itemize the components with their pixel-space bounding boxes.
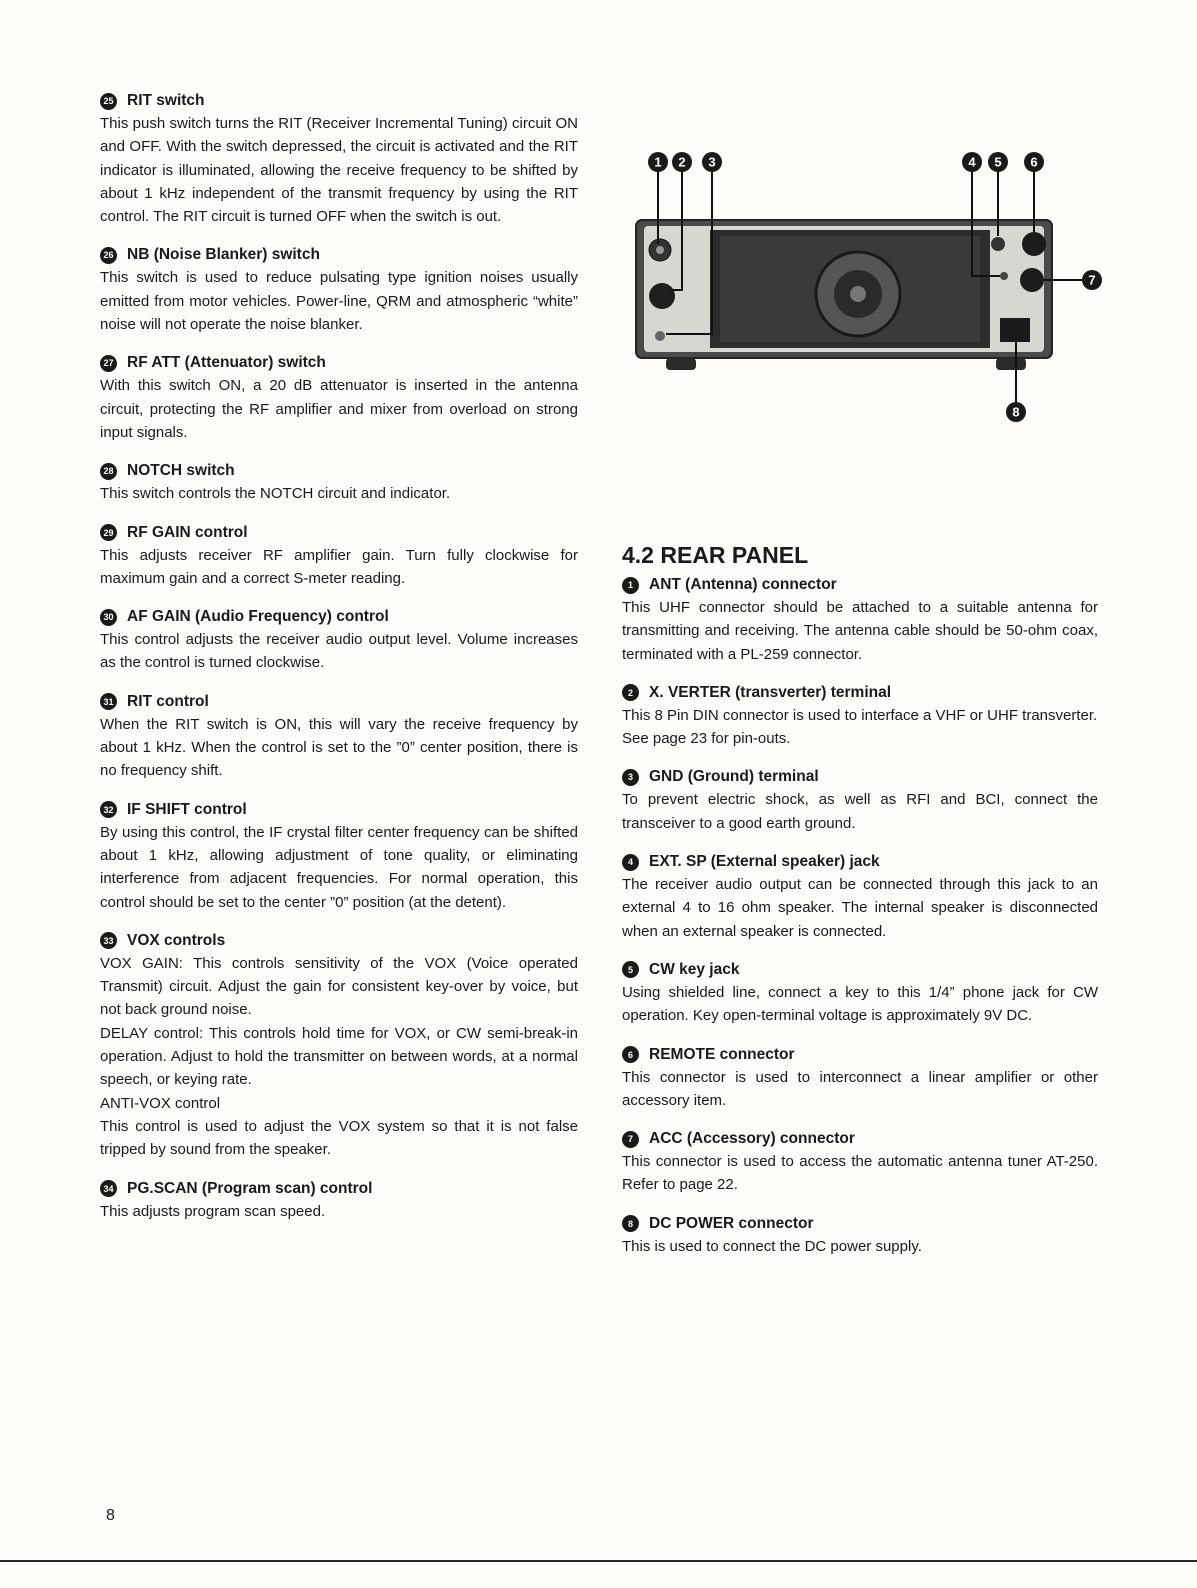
rear-panel-photo <box>630 140 1110 430</box>
item-31 <box>100 691 578 783</box>
item-heading <box>622 574 1098 596</box>
item-title: IF SHIFT control <box>127 800 247 818</box>
dc-power-connector <box>1000 318 1030 342</box>
item-title: RF ATT (Attenuator) switch <box>127 354 326 372</box>
item-heading <box>622 851 1098 873</box>
item-text: ANTI-VOX control <box>100 1094 221 1112</box>
item-number-badge: 4 <box>622 854 639 871</box>
item-number-badge: 33 <box>100 932 117 949</box>
item-33 <box>100 930 578 1162</box>
item-6 <box>622 1044 1098 1113</box>
item-title: EXT. SP (External speaker) jack <box>649 853 880 871</box>
item-text: This UHF connector should be attached to a suitable antenna for transmitting and receiving. The antenna cable should be 50-ohm coax, terminated with a PL-259 connector. <box>622 599 1098 663</box>
item-number-badge: 5 <box>622 961 639 978</box>
callout-label: 4 <box>968 154 976 170</box>
item-32 <box>100 799 578 914</box>
item-text: This push switch turns the RIT (Receiver Incremental Tuning) circuit ON and OFF. With the switch depressed, the circuit is activated and the RIT indicator is illuminated, allowing the receive frequency to be shifted by about 1 kHz independent of the transmit frequency by using the RIT control. The RIT circuit is turned OFF when the switch is out. <box>100 115 578 226</box>
item-text: This control adjusts the receiver audio output level. Volume increases as the control is turned clockwise. <box>100 631 578 672</box>
item-text: This switch controls the NOTCH circuit and indicator. <box>100 485 451 503</box>
item-4 <box>622 851 1098 943</box>
item-number-badge: 8 <box>622 1215 639 1232</box>
item-title: ANT (Antenna) connector <box>649 576 837 593</box>
item-number-badge: 32 <box>100 801 117 818</box>
item-title: RIT control <box>127 692 209 710</box>
item-text: With this switch ON, a 20 dB attenuator is inserted in the antenna circuit, protecting the RF amplifier and mixer from overload on strong input signals. <box>100 377 578 441</box>
item-text: This adjusts receiver RF amplifier gain. Turn fully clockwise for maximum gain and a correct S-meter reading. <box>100 546 578 587</box>
item-text: This control is used to adjust the VOX system so that it is not false tripped by sound from the speaker. <box>100 1117 578 1159</box>
item-heading <box>100 352 578 374</box>
item-heading <box>100 1178 578 1200</box>
xverter-terminal <box>649 283 675 309</box>
item-title: CW key jack <box>649 960 740 978</box>
item-title: X. VERTER (transverter) terminal <box>649 683 892 701</box>
item-30 <box>100 606 578 675</box>
item-number-badge: 27 <box>100 355 117 372</box>
item-number-badge: 28 <box>100 463 117 480</box>
item-title: AF GAIN (Audio Frequency) control <box>127 608 389 626</box>
item-text: The receiver audio output can be connected through this jack to an external 4 to 16 ohm speaker. The internal speaker is disconnected when an external speaker is connected. <box>622 876 1098 940</box>
item-number-badge: 7 <box>622 1131 639 1148</box>
item-number-badge: 6 <box>622 1046 639 1063</box>
callout-label: 7 <box>1088 272 1096 288</box>
item-text: To prevent electric shock, as well as RFI and BCI, connect the transceiver to a good earth ground. <box>622 791 1098 832</box>
ext-sp-jack <box>991 237 1005 251</box>
item-heading <box>100 930 578 952</box>
item-27 <box>100 352 578 444</box>
callout-label: 6 <box>1030 154 1038 170</box>
item-title: RIT switch <box>127 92 205 109</box>
item-number-badge: 3 <box>622 769 639 786</box>
item-7 <box>622 1128 1098 1197</box>
item-34 <box>100 1178 578 1223</box>
item-title: REMOTE connector <box>649 1045 795 1063</box>
item-number-badge: 25 <box>100 93 117 110</box>
item-title: GND (Ground) terminal <box>649 768 819 786</box>
item-heading <box>622 1128 1098 1150</box>
item-1 <box>622 574 1098 666</box>
callout-label: 2 <box>678 154 686 170</box>
item-heading <box>622 1044 1098 1066</box>
item-title: ACC (Accessory) connector <box>649 1130 855 1148</box>
item-text: This switch is used to reduce pulsating type ignition noises usually emitted from motor vehicles. Power-line, QRM and atmospheric “white” noise will not operate the noise blanker. <box>100 269 578 334</box>
item-text: This connector is used to interconnect a linear amplifier or other accessory item. <box>622 1068 1098 1109</box>
item-text: VOX GAIN: This controls sensitivity of the VOX (Voice operated Transmit) circuit. Adjust the gain for consistent key-over by voice, but not back ground noise. <box>100 954 578 1019</box>
callout-label: 8 <box>1012 404 1020 420</box>
item-2 <box>622 682 1098 751</box>
callout-label: 3 <box>708 154 716 170</box>
gnd-terminal <box>655 331 665 341</box>
right-column <box>622 540 1098 1274</box>
item-heading <box>622 1213 1098 1235</box>
item-3 <box>622 766 1098 835</box>
item-heading <box>100 691 578 713</box>
item-heading <box>100 799 578 821</box>
item-title: RF GAIN control <box>127 523 248 541</box>
item-text: When the RIT switch is ON, this will vary the receive frequency by about 1 kHz. When the control is set to the ”0” center position, there is no frequency shift. <box>100 715 578 780</box>
item-heading <box>100 90 578 112</box>
item-title: DC POWER connector <box>649 1214 814 1232</box>
page-number: 8 <box>106 1507 115 1524</box>
item-number-badge: 34 <box>100 1180 117 1197</box>
callout-label: 5 <box>994 154 1002 170</box>
item-text: This 8 Pin DIN connector is used to interface a VHF or UHF transverter. <box>622 706 1098 724</box>
item-25 <box>100 90 578 228</box>
item-heading <box>100 522 578 544</box>
bottom-rule <box>0 1560 1197 1562</box>
item-heading <box>100 460 578 482</box>
item-number-badge: 29 <box>100 524 117 541</box>
item-title: NOTCH switch <box>127 462 235 480</box>
item-text: By using this control, the IF crystal filter center frequency can be shifted about 1 kHz, allowing adjustment of tone quality, or eliminating interference from adjacent frequencies. For normal operation, this control should be set to the center ”0” position (at the detent). <box>100 823 578 911</box>
item-number-badge: 1 <box>622 577 639 594</box>
item-text: This adjusts program scan speed. <box>100 1202 326 1220</box>
item-number-badge: 30 <box>100 609 117 626</box>
cw-key-jack <box>1000 272 1008 280</box>
item-number-badge: 26 <box>100 247 117 264</box>
item-title: VOX controls <box>127 931 226 949</box>
callout-label: 1 <box>654 154 662 170</box>
item-text: This connector is used to access the automatic antenna tuner AT-250. Refer to page 22. <box>622 1153 1098 1194</box>
acc-connector <box>1020 268 1044 292</box>
item-title: NB (Noise Blanker) switch <box>127 246 320 264</box>
item-heading <box>622 959 1098 981</box>
remote-connector <box>1022 232 1046 256</box>
item-heading <box>100 606 578 628</box>
item-heading <box>622 682 1098 704</box>
item-text: Using shielded line, connect a key to this 1/4” phone jack for CW operation. Key open-terminal voltage is approximately 9V DC. <box>622 983 1098 1025</box>
item-26 <box>100 244 578 336</box>
item-29 <box>100 522 578 591</box>
item-text: See page 23 for pin-outs. <box>622 730 791 748</box>
item-heading <box>100 244 578 266</box>
item-text: DELAY control: This controls hold time for VOX, or CW semi-break-in operation. Adjust to hold the transmitter on between words, at a normal speech, or keying rate. <box>100 1024 578 1089</box>
section-title: 4.2 REAR PANEL <box>622 542 809 568</box>
item-8 <box>622 1213 1098 1258</box>
left-column <box>100 90 578 1239</box>
item-5 <box>622 959 1098 1028</box>
item-number-badge: 31 <box>100 693 117 710</box>
item-title: PG.SCAN (Program scan) control <box>127 1179 373 1197</box>
item-text: This is used to connect the DC power supply. <box>622 1237 922 1255</box>
item-28 <box>100 460 578 505</box>
item-heading <box>622 766 1098 788</box>
item-number-badge: 2 <box>622 684 639 701</box>
